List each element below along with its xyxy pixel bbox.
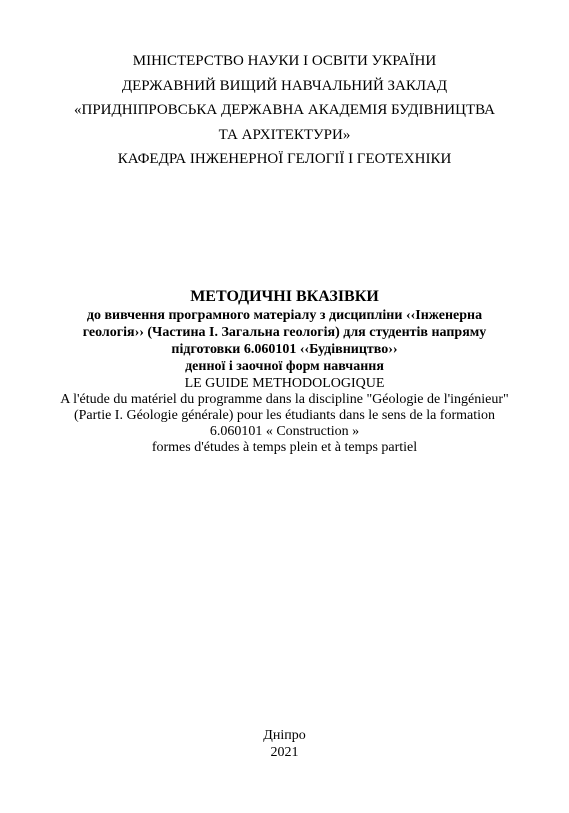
academy-name-line-1: «ПРИДНІПРОВСЬКА ДЕРЖАВНА АКАДЕМІЯ БУДІВНИЦТВА	[74, 102, 495, 118]
publication-year: 2021	[270, 745, 299, 760]
document-title-block	[0, 287, 569, 456]
publication-footer	[0, 727, 569, 761]
institution-header	[0, 49, 569, 172]
subtitle-line-3: підготовки 6.060101 ‹‹Будівництво››	[171, 342, 398, 357]
french-title: LE GUIDE METHODOLOGIQUE	[184, 376, 385, 391]
institution-type-line: ДЕРЖАВНИЙ ВИЩИЙ НАВЧАЛЬНИЙ ЗАКЛАД	[121, 77, 448, 94]
publication-city: Дніпро	[263, 728, 306, 743]
ministry-line: МІНІСТЕРСТВО НАУКИ І ОСВІТИ УКРАЇНИ	[132, 53, 437, 69]
french-line-1: A l'étude du matériel du programme dans la discipline "Géologie de l'ingénieur"	[60, 392, 509, 407]
academy-name-line-2: ТА АРХІТЕКТУРИ»	[218, 126, 351, 143]
department-line: КАФЕДРА ІНЖЕНЕРНОЇ ГЕЛОГІЇ І ГЕОТЕХНІКИ	[117, 151, 452, 167]
subtitle-line-4: денної і заочної форм навчання	[185, 359, 384, 374]
document-title: МЕТОДИЧНІ ВКАЗІВКИ	[190, 288, 379, 305]
subtitle-line-2: геологія›› (Частина І. Загальна геологія) для студентів напряму	[82, 325, 487, 340]
french-line-2: (Partie I. Géologie générale) pour les étudiants dans le sens de la formation	[73, 408, 496, 423]
subtitle-line-1: до вивчення програмного матеріалу з дисципліни ‹‹Інженерна	[86, 308, 483, 323]
french-line-4: formes d'études à temps plein et à temps partiel	[151, 440, 418, 455]
french-line-3: 6.060101 « Construction »	[209, 424, 360, 439]
